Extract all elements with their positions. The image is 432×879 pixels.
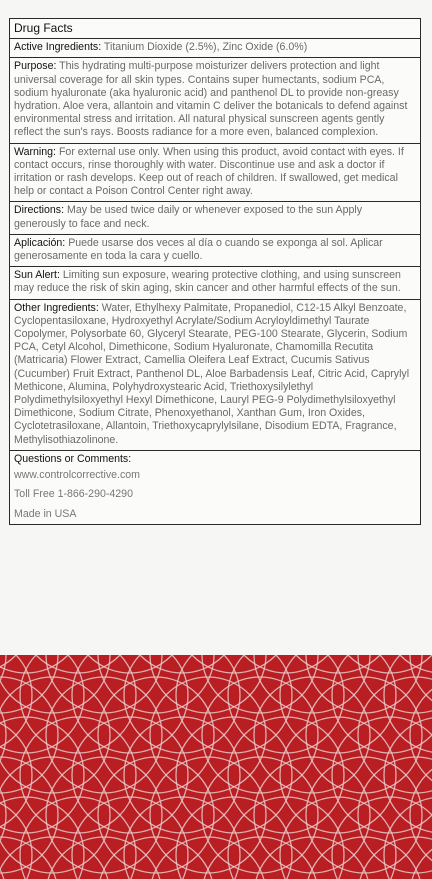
website-text: www.controlcorrective.com xyxy=(14,469,140,482)
purpose-label: Purpose: xyxy=(14,60,57,73)
phone-text: Toll Free 1-866-290-4290 xyxy=(14,488,133,501)
drug-facts-title: Drug Facts xyxy=(10,19,420,39)
warning-text: For external use only. When using this product, avoid contact with eyes. If contact occurs, rinse thoroughly with water. Discontinue use and ask a doctor if irritation or rash develops. Keep out of reach of children. If swallowed, get medical help or contact a Poison Control Center right away. xyxy=(14,145,404,198)
aplicacion-section xyxy=(10,235,420,267)
aplicacion-label: Aplicación: xyxy=(14,236,66,249)
drug-facts-panel xyxy=(9,18,421,525)
sun-alert-text: Limiting sun exposure, wearing protective clothing, and using sunscreen may reduce the risk of skin aging, skin cancer and other harmful effects of the sun. xyxy=(14,269,401,295)
questions-label: Questions or Comments: xyxy=(14,452,132,465)
purpose-section xyxy=(10,58,420,143)
origin-text: Made in USA xyxy=(14,507,77,520)
other-ingredients-label: Other Ingredients: xyxy=(14,301,99,314)
active-ingredients-section xyxy=(10,39,420,58)
warning-section xyxy=(10,144,420,203)
questions-section xyxy=(10,451,420,524)
active-ingredients-label: Active Ingredients: xyxy=(14,41,102,54)
other-ingredients-section xyxy=(10,300,420,451)
other-ingredients-text: Water, Ethylhexy Palmitate, Propanediol, C12-15 Alkyl Benzoate, Cyclopentasiloxane, Hydroxyethyl Acrylate/Sodium Acryloyldimethyl Taurate Copolymer, Polysorbate 60, Glyceryl Stearate, PEG-100 Stearate, Glycerin, Sodium PCA, Cetyl Alcohol, Dimethicone, Sodium Hyaluronate, Chamomilla Recutita (Matricaria) Flower Extract, Camellia Oleifera Leaf Extract, Cucumis Sativus (Cucumber) Fruit Extract, Panthenol DL, Aloe Barbadensis Leaf, Citric Acid, Caprylyl Methicone, Alumina, Polyhydroxystearic Acid, Triethoxysilylethyl Polydimethylsiloxyethyl Hexyl Dimethicone, Lauryl PEG-9 Polydimethylsiloxyethyl Dimethicone, Sodium Citrate, Phenoxyethanol, Xanthan Gum, Iron Oxides, Cyclotetrasiloxane, Allantoin, Triethoxycaprylylsilane, Disodium EDTA, Fragrance, Methylisothiazolinone. xyxy=(14,301,410,446)
aplicacion-text: Puede usarse dos veces al día o cuando se exponga al sol. Aplicar generosamente en toda la cara y cuello. xyxy=(14,236,383,263)
sun-alert-section xyxy=(10,267,420,299)
directions-section xyxy=(10,202,420,234)
decorative-circle-pattern xyxy=(0,655,432,879)
sun-alert-label: Sun Alert: xyxy=(14,269,60,282)
directions-label: Directions: xyxy=(14,204,65,217)
warning-label: Warning: xyxy=(14,145,56,158)
directions-text: May be used twice daily or whenever exposed to the sun Apply generously to face and neck. xyxy=(14,204,363,230)
active-ingredients-text: Titanium Dioxide (2.5%), Zinc Oxide (6.0%) xyxy=(103,41,308,54)
circle-pattern-graphic xyxy=(0,655,432,879)
purpose-text: This hydrating multi-purpose moisturizer delivers protection and light universal coverage for all skin types. Contains super humectants, sodium PCA, sodium hyaluronate (aka hyaluronic acid) and panthenol DL to provide non-greasy hydration. Aloe vera, allantoin and vitamin C deliver the botanicals to defend against environmental stress and irritation. All natural physical sunscreen agents gently reflect the sun's rays. Boosts radiance for a more even, balanced complexion. xyxy=(14,60,408,139)
